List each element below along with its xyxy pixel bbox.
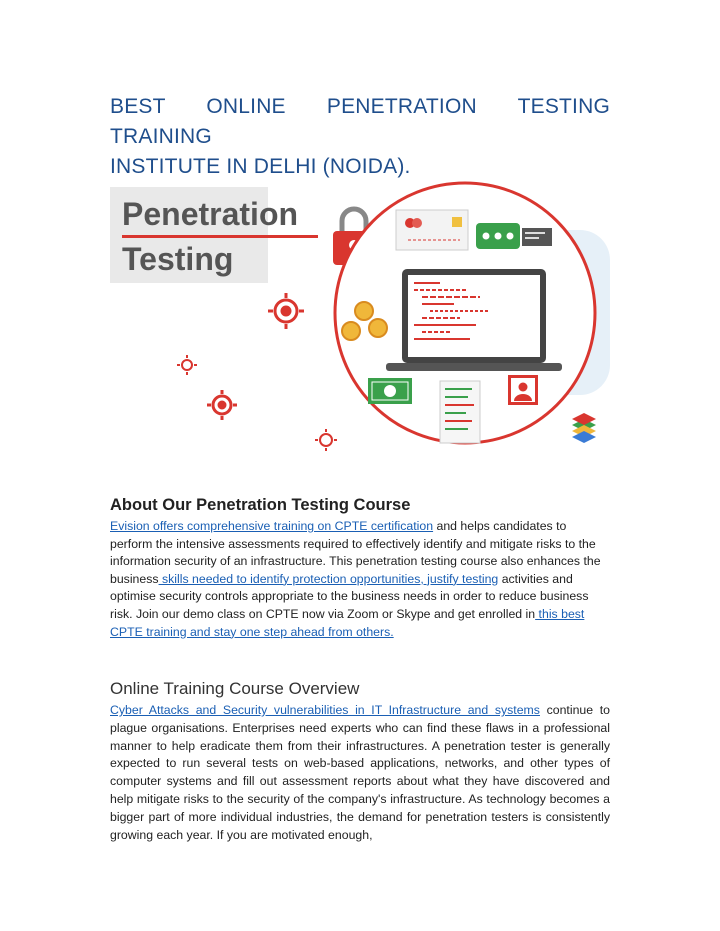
about-text-2: activities and optimise security controls appropriate to the business needs in order to reduce business risk. Join our demo class on CPTE now via Zoom or Skype and get enrolled in bbox=[110, 571, 589, 621]
about-paragraph bbox=[110, 518, 610, 641]
overview-paragraph bbox=[110, 702, 610, 844]
title-line-2: INSTITUTE IN DELHI (NOIDA). bbox=[110, 155, 411, 178]
credit-card-icon bbox=[396, 210, 468, 250]
laptop-code-icon bbox=[386, 269, 562, 371]
document-icon bbox=[440, 381, 480, 443]
hero-heading-line-1: Penetration bbox=[122, 196, 299, 232]
heading-underline bbox=[122, 235, 318, 238]
penetration-testing-illustration bbox=[110, 175, 610, 455]
about-text-1: and helps candidates to perform the intensive assessments required to effectively identify and mitigate risks to the information security of an infrastructure. This penetration testing course also enhances the business bbox=[110, 519, 601, 586]
title-line-1: BEST ONLINE PENETRATION TESTING TRAINING bbox=[110, 95, 610, 148]
cyber-attacks-link[interactable]: Cyber Attacks and Security vulnerabilities in IT Infrastructure and systems bbox=[110, 703, 540, 717]
cpte-certification-link[interactable]: Evision offers comprehensive training on CPTE certification bbox=[110, 519, 434, 533]
overview-text-1: continue to plague organisations. Enterprises need experts who can find these flaws in a professional manner to help eradicate them from their infrastructures. A penetration tester is generally expected to run several tests on web-based applications, networks, and other types of computer systems and fill out assessment reports about what they have discovered and help mitigate risks to the security of the company's infrastructure. As technology becomes a bigger part of more individual industries, the demand for penetration testers is consistently growing each year. If you are motivated enough, bbox=[110, 703, 610, 842]
gear-icon bbox=[207, 390, 237, 420]
user-profile-icon bbox=[508, 375, 538, 405]
layers-icon bbox=[572, 413, 596, 443]
hero-heading-line-2: Testing bbox=[122, 241, 234, 277]
gear-icon bbox=[177, 355, 197, 375]
best-cpte-training-link[interactable]: this best CPTE training and stay one step ahead from others. bbox=[110, 606, 585, 639]
page-title bbox=[110, 92, 610, 182]
gear-icon bbox=[268, 293, 304, 329]
about-heading: About Our Penetration Testing Course bbox=[110, 496, 411, 514]
hero-illustration bbox=[110, 175, 610, 455]
gear-icon bbox=[315, 429, 337, 451]
business-skills-link[interactable]: skills needed to identify protection opportunities, justify testing bbox=[158, 571, 499, 586]
banknote-icon bbox=[368, 378, 412, 404]
overview-heading: Online Training Course Overview bbox=[110, 679, 360, 698]
